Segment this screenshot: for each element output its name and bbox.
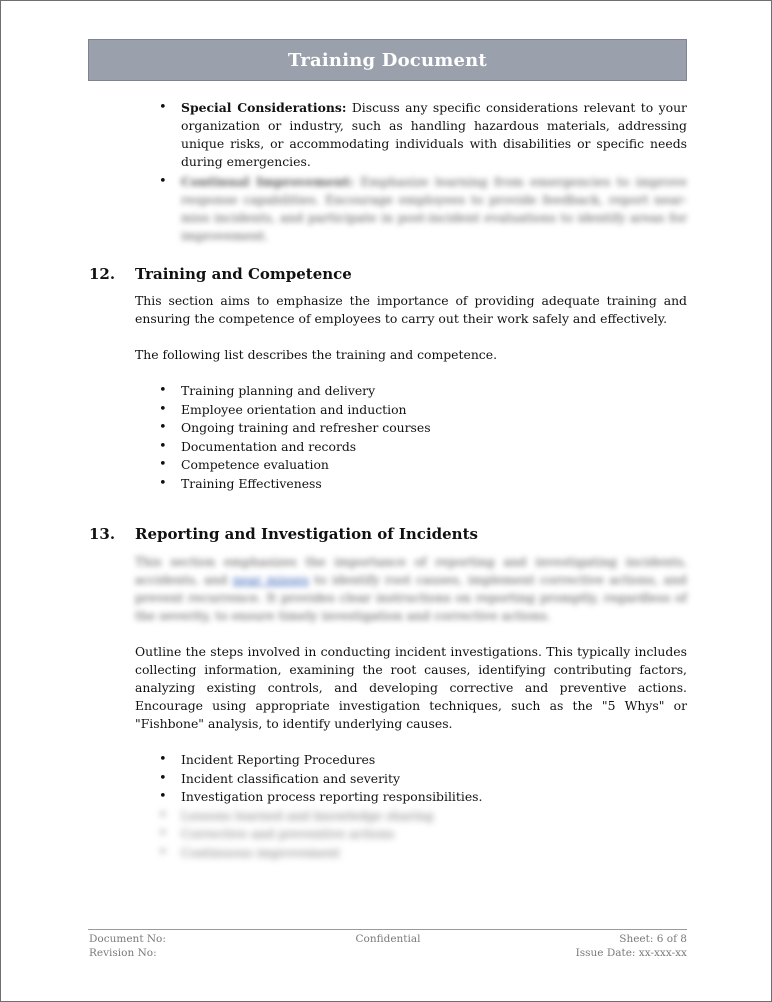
investigation-paragraph: Outline the steps involved in conducting incident investigations. This typically includes collecting information, examining the root causes, identifying contributing factors, analyzing existing controls, and developing corrective and preventive actions. Encourage using appropriate investigation techniques, such as the "5 Whys" or "Fishbone" analysis, to identify underlying causes. [135,644,687,731]
section-number: 12. [89,265,116,283]
top-bullet-list [89,99,687,245]
list-item: • Employee orientation and induction [89,401,687,420]
section-title: Training and Competence [135,265,352,283]
bullet-icon: • [159,420,167,435]
near-misses-link[interactable]: near misses [232,572,309,587]
list-item: • Documentation and records [89,438,687,457]
revision-number-label: Revision No: [89,947,157,959]
training-list [89,382,687,493]
item-text: Discuss any specific considerations relevant to your organization or industry, such as handling hazardous materials, addressing unique risks, or accommodating individuals with disabilities or specific needs during emergencies. [181,100,687,169]
bullet-icon: • [159,844,167,860]
bullet-icon: • [159,401,167,417]
list-item: • Continuous improvement [89,844,687,863]
section-13 [89,525,687,862]
list-item [89,173,687,245]
bullet-icon: • [159,174,167,189]
issue-date: Issue Date: xx-xxx-xx [575,947,687,959]
bullet-icon: • [159,438,167,454]
section-heading [89,525,687,543]
list-item: • Competence evaluation [89,456,687,475]
list-lead: The following list describes the training and competence. [135,347,498,362]
section-12 [89,265,687,493]
incident-list [89,751,687,862]
document-number-label: Document No: [89,933,166,945]
list-item: • Corrective and preventive actions [89,825,687,844]
section-intro: This section aims to emphasize the importance of providing adequate training and ensuring the competence of employees to carry out their work safely and effectively. [135,293,687,326]
sheet-number: Sheet: 6 of 8 [619,933,687,945]
bullet-icon: • [159,383,167,398]
section-heading [89,265,687,283]
bullet-icon: • [159,100,167,115]
list-item: • Training Effectiveness [89,475,687,494]
section-intro-blurred: This section emphasizes the importance of reporting and investigating incidents, accidents, and near misses to identify root causes, implement corrective actions, and prevent recurrence. It provides clear instructions on reporting promptly, regardless of the severity, to ensure timely investigation and corrective actions. [135,554,687,623]
list-item: • Incident classification and severity [89,770,687,789]
bullet-icon: • [159,457,167,472]
section-number: 13. [89,525,116,543]
footer-divider [88,929,687,930]
document-header [88,39,687,81]
item-label: Continual Improvement: [181,174,354,189]
list-item: • Incident Reporting Procedures [89,751,687,770]
item-text: Emphasize learning from emergencies to improve response capabilities. Encourage employees to provide feedback, report near-miss incidents, and participate in post-incident evaluations to identify areas for improvement. [181,174,687,243]
bullet-icon: • [159,752,167,767]
bullet-icon: • [159,475,167,491]
document-body [89,99,687,862]
bullet-icon: • [159,807,167,823]
document-footer [89,932,687,960]
bullet-icon: • [159,826,167,841]
confidential-label: Confidential [355,933,421,945]
item-label: Special Considerations: [181,100,347,115]
document-title: Training Document [288,49,487,71]
list-item: • Ongoing training and refresher courses [89,419,687,438]
bullet-icon: • [159,789,167,804]
list-item [89,99,687,171]
bullet-icon: • [159,770,167,786]
list-item: • Investigation process reporting responsibilities. [89,788,687,807]
list-item: • Training planning and delivery [89,382,687,401]
section-title: Reporting and Investigation of Incidents [135,525,478,543]
list-item: • Lessons learned and knowledge sharing [89,807,687,826]
